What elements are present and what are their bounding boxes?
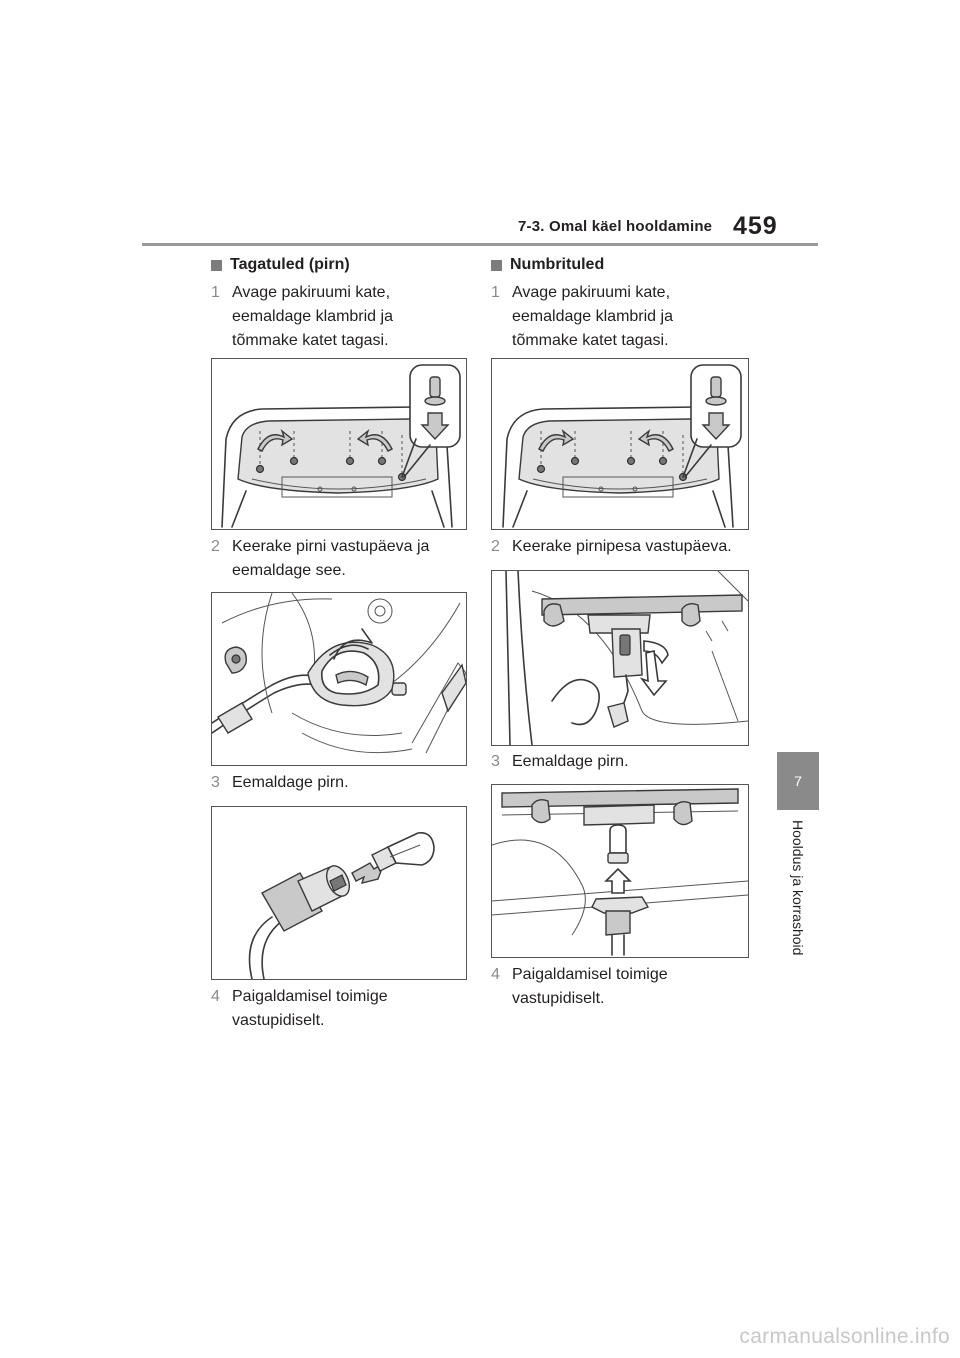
square-bullet-icon: [491, 260, 502, 271]
section-heading: 7-3. Omal käel hooldamine: [518, 218, 713, 235]
step-number: 4: [211, 988, 220, 1005]
step-left-2: [211, 535, 429, 583]
step-right-2: [491, 535, 732, 559]
section-title-text: Numbrituled: [510, 256, 605, 273]
figure-trunk-cover-clips-right: [491, 358, 749, 530]
step-number: 2: [211, 538, 220, 555]
step-number: 4: [491, 966, 500, 983]
step-text: Paigaldamisel toimige vastupidiselt.: [232, 988, 388, 1029]
license-socket-turn-illustration: [492, 571, 748, 745]
step-left-1: [211, 281, 393, 353]
bulb-removal-illustration: [212, 807, 466, 979]
step-number: 1: [211, 284, 220, 301]
step-left-3: [211, 771, 349, 795]
step-number: 2: [491, 538, 500, 555]
step-text: Keerake pirni vastupäeva ja eemaldage see.: [232, 538, 430, 579]
step-text: Eemaldage pirn.: [512, 753, 629, 770]
watermark: carmanualsonline.info: [739, 1325, 950, 1348]
section-title-text: Tagatuled (pirn): [230, 256, 350, 273]
figure-turn-bulb-socket: [211, 592, 467, 766]
header-rule: [142, 243, 818, 246]
step-left-4: [211, 985, 388, 1033]
step-right-3: [491, 750, 629, 774]
section-title-license-lights: [491, 256, 604, 274]
step-text: Eemaldage pirn.: [232, 774, 349, 791]
figure-turn-license-socket: [491, 570, 749, 746]
trunk-lid-illustration: [212, 359, 466, 529]
square-bullet-icon: [211, 260, 222, 271]
figure-remove-bulb-right: [491, 784, 749, 958]
chapter-side-title: Hooldus ja korrashoid: [790, 820, 806, 956]
step-number: 1: [491, 284, 500, 301]
page-number: 459: [733, 212, 778, 240]
chapter-side-label: [775, 820, 821, 980]
figure-remove-bulb-left: [211, 806, 467, 980]
trunk-lid-illustration: [492, 359, 748, 529]
step-text: Paigaldamisel toimige vastupidiselt.: [512, 966, 668, 1007]
step-number: 3: [211, 774, 220, 791]
step-number: 3: [491, 753, 500, 770]
chapter-tab: 7: [777, 752, 819, 810]
bulb-socket-turn-illustration: [212, 593, 466, 765]
step-right-4: [491, 963, 668, 1011]
step-text: Keerake pirnipesa vastupäeva.: [512, 538, 732, 555]
step-text: Avage pakiruumi kate, eemaldage klambrid ja tõmmake katet tagasi.: [512, 284, 673, 349]
figure-trunk-cover-clips-left: [211, 358, 467, 530]
section-title-tail-lights: [211, 256, 350, 274]
step-text: Avage pakiruumi kate, eemaldage klambrid ja tõmmake katet tagasi.: [232, 284, 393, 349]
step-right-1: [491, 281, 673, 353]
license-bulb-removal-illustration: [492, 785, 748, 957]
